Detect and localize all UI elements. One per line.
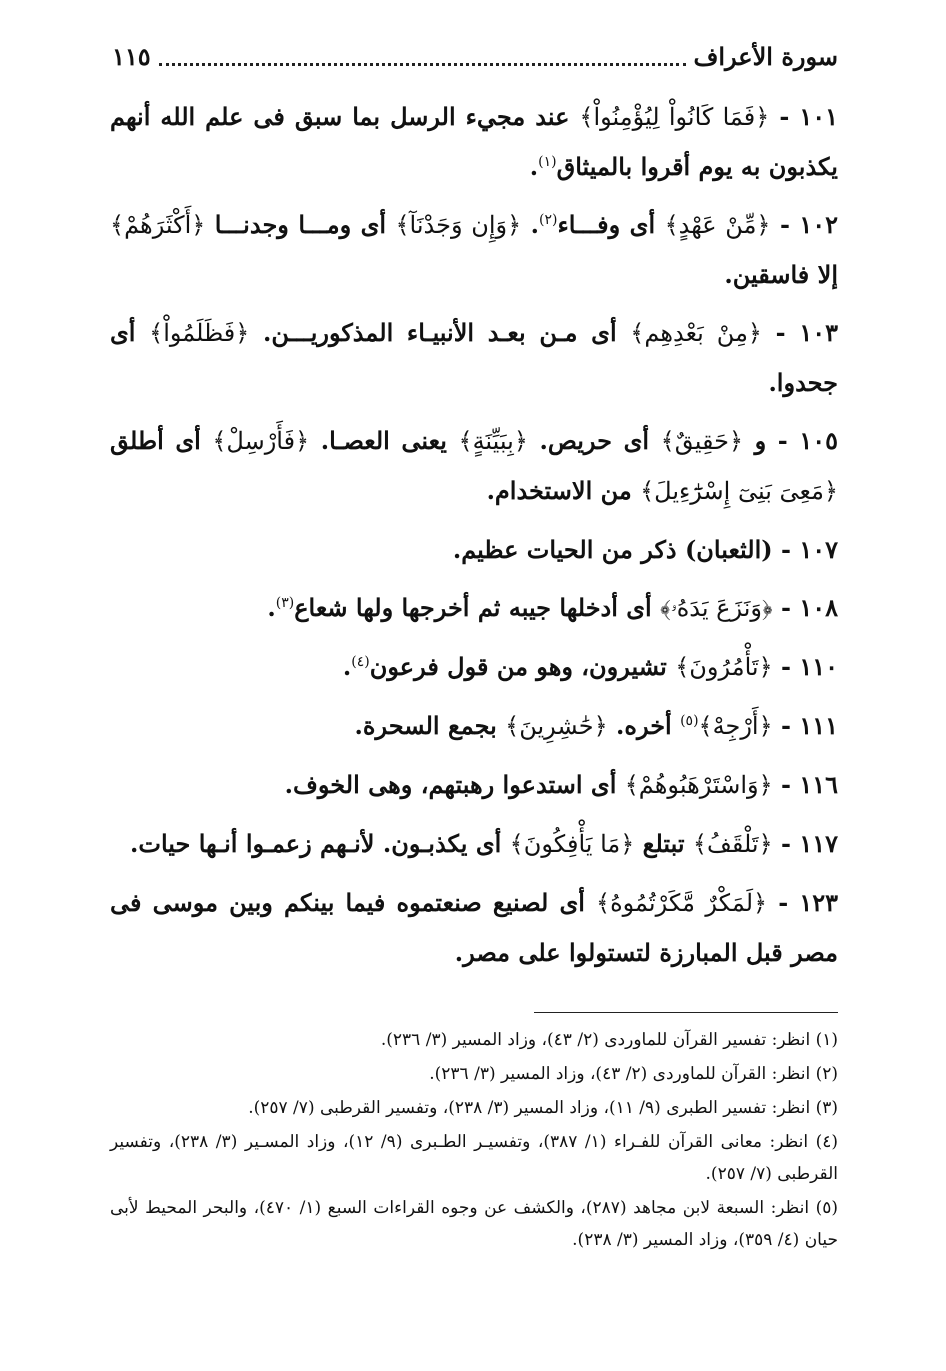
explanation-text: يعنى العصـا.: [309, 426, 459, 455]
verse-number: ١٠٥ - و: [754, 426, 838, 455]
verse-number: ١٠٨ -: [781, 593, 838, 622]
quran-phrase: ﴿تَلْقَفُ﴾: [692, 830, 773, 858]
verse-number: ١٠١ -: [779, 102, 838, 131]
quran-phrase: ﴿وَاسْتَرْهَبُوهُمْ﴾: [624, 771, 773, 799]
explanation-text: تشيرون، وهو من قول فرعون: [369, 652, 676, 681]
verse-entry: [110, 701, 838, 751]
explanation-text: عند مجيء الرسل بما سبق فى علم الله أنهم يكذبون به يوم أقروا بالميثاق: [110, 102, 838, 181]
verse-entry: [110, 642, 838, 692]
explanation-text: أى ومـــا وجدنـــا: [205, 210, 396, 239]
explanation-text: .: [529, 152, 539, 181]
verse-number: ١١٧ -: [781, 829, 838, 858]
quran-phrase: ﴿أَرْجِهْ﴾: [698, 712, 773, 740]
explanation-text: .: [521, 210, 540, 239]
page-number: ١١٥: [112, 41, 151, 71]
explanation-text: أخره.: [607, 711, 681, 740]
footnote-divider: [534, 1012, 838, 1013]
explanation-text: بجمع السحرة.: [354, 711, 506, 740]
footnote-item: (٥) انظر: السبعة لابن مجاهد (٢٨٧)، والكشف عن وجوه القراءات السبع (١/ ٤٧٠)، والبحر المحيط لأبى حيان (٤/ ٣٥٩)، وزاد المسير (٣/ ٢٣٨).: [110, 1198, 838, 1250]
verse-number: ١٢٣ -: [778, 888, 838, 917]
footnote-item: (٢) انظر: القرآن للماوردى (٢/ ٤٣)، وزاد المسير (٣/ ٢٣٦).: [429, 1064, 838, 1084]
quran-phrase: ﴿مِنْ بَعْدِهِم﴾: [630, 319, 762, 347]
explanation-text: أى أطلق: [110, 426, 213, 455]
verse-number: ١١٦ -: [781, 770, 838, 799]
explanation-text: أى لصنيع صنعتموه فيما بينكم وبين موسى فى مصر قبل المبارزة لتستولوا على مصر.: [110, 888, 838, 967]
explanation-text: إلا فاسقين.: [724, 260, 838, 289]
glossary-entries: [110, 92, 838, 986]
explanation-text: أى جحدوا.: [110, 318, 838, 397]
explanation-text: من الاستخدام.: [486, 476, 641, 505]
verse-number: ١٠٣ -: [775, 318, 838, 347]
footnote-item: (٤) انظر: معانى القرآن للفـراء (١/ ٣٨٧)، وتفسيـر الطـبرى (٩/ ١٢)، وزاد المسـير (٣/ ٢٣٨)، وتفسير القرطبى (٧/ ٢٥٧).: [110, 1132, 838, 1184]
quran-phrase: ﴿وَإِن وَجَدْنَآ﴾: [395, 211, 522, 239]
verse-entry: [110, 819, 838, 869]
footnote-marker: (٥): [680, 713, 699, 729]
quran-phrase: ﴿حَقِيقٌ﴾: [660, 427, 743, 455]
verse-entry: [110, 878, 838, 977]
surah-title: سورة الأعراف: [693, 41, 838, 71]
verse-number: ١١١ -: [781, 711, 838, 740]
explanation-text: أى استدعوا رهبتهم، وهى الخوف.: [284, 770, 625, 799]
verse-entry: [110, 92, 838, 191]
footnote-marker: (٢): [539, 212, 558, 228]
verse-entry: [110, 416, 838, 516]
quran-phrase: ﴿تَأْمُرُونَ﴾: [675, 653, 773, 681]
footnote-marker: (٣): [275, 595, 295, 611]
explanation-text: أى مـن بعـد الأنبيـاء المذكوريـــن.: [249, 318, 631, 347]
quran-phrase: ﴿مَا يَأْفِكُونَ﴾: [509, 830, 635, 858]
quran-phrase: ﴿بِبَيِّنَةٍ﴾: [458, 427, 528, 455]
verse-entry: [110, 200, 838, 299]
explanation-text: أى وفـــاء: [557, 210, 665, 239]
quran-phrase: ﴿أَكْثَرَهُمْ﴾: [110, 211, 206, 239]
verse-number: ١٠٧ -: [781, 535, 838, 564]
quran-phrase: ﴿وَنَزَعَ يَدَهُۥ﴾: [660, 594, 773, 622]
verse-number: ١١٠ -: [781, 652, 838, 681]
verse-entry: [110, 760, 838, 810]
page-header: [112, 36, 838, 76]
explanation-text: أى حريص.: [527, 426, 661, 455]
explanation-text: أى أدخلها جيبه ثم أخرجها ولها شعاع: [294, 593, 661, 622]
quran-phrase: ﴿فَأَرْسِلْ﴾: [212, 427, 310, 455]
verse-number: ١٠٢ -: [779, 210, 839, 239]
footnote-item: (٣) انظر: تفسير الطبرى (٩/ ١١)، وزاد المسير (٣/ ٢٣٨)، وتفسير القرطبى (٧/ ٢٥٧).: [248, 1098, 838, 1118]
header-dotted-leader: [159, 63, 686, 66]
quran-phrase: ﴿لَمَكْرٌ مَّكَرْتُمُوهُ﴾: [596, 889, 768, 917]
explanation-text: (الثعبان) ذكر من الحيات عظيم.: [452, 535, 773, 564]
verse-entry: [110, 583, 838, 633]
footnote-marker: (١): [538, 154, 557, 170]
quran-phrase: ﴿حَٰشِرِينَ﴾: [505, 712, 608, 740]
quran-phrase: ﴿فَظَلَمُواْ﴾: [149, 319, 250, 347]
quran-phrase: ﴿مَعِىَ بَنِىٓ إِسْرَٰٓءِيلَ﴾: [640, 477, 838, 505]
explanation-text: .: [342, 652, 352, 681]
verse-entry: [110, 525, 838, 574]
explanation-text: .: [267, 593, 276, 622]
explanation-text: أى يكذبـون. لأنـهم زعمـوا أنـها حيات.: [130, 829, 510, 858]
footnote-marker: (٤): [351, 654, 370, 670]
footnote-item: (١) انظر: تفسير القرآن للماوردى (٢/ ٤٣)، وزاد المسير (٣/ ٢٣٦).: [380, 1030, 838, 1050]
quran-phrase: ﴿مِّنْ عَهْدٍ﴾: [664, 211, 771, 239]
explanation-text: تبتلع: [634, 829, 693, 858]
quran-phrase: ﴿فَمَا كَانُواْ لِيُؤْمِنُواْ﴾: [579, 103, 770, 131]
verse-entry: [110, 308, 838, 407]
footnotes: [110, 1024, 838, 1258]
